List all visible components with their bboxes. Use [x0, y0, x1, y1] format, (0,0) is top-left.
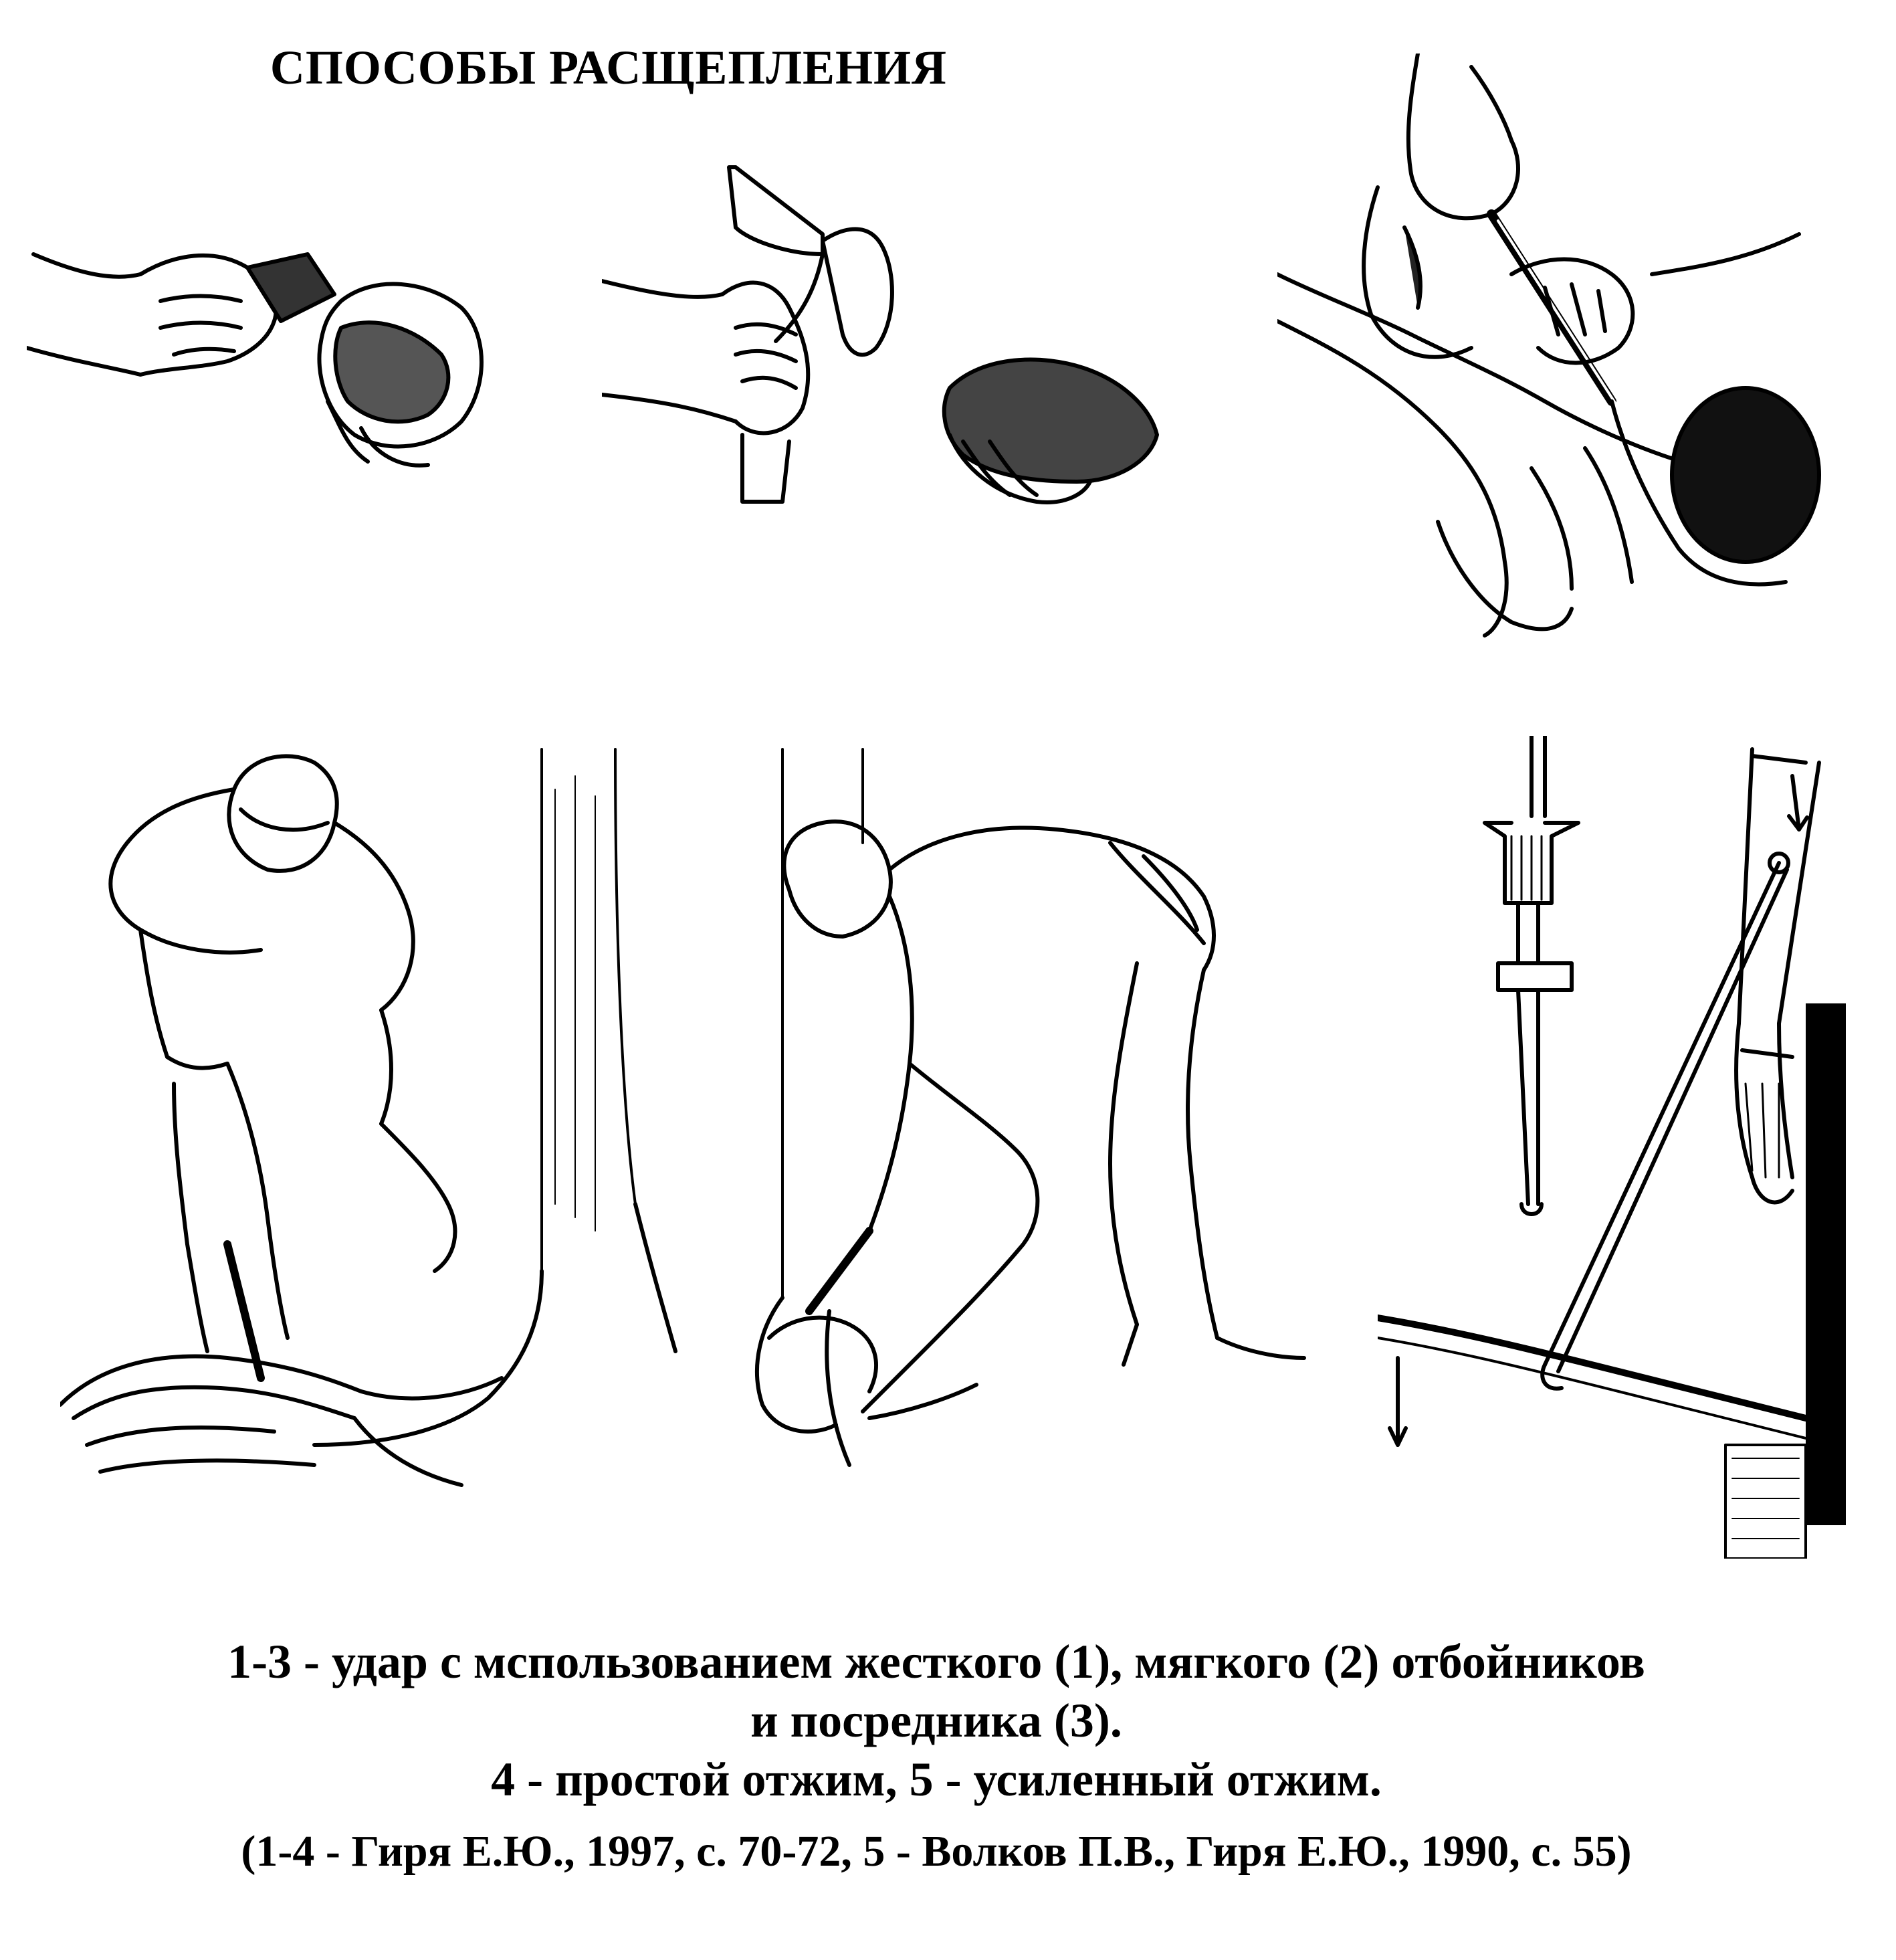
- caption-line-3: 4 - простой отжим, 5 - усиленный отжим.: [491, 1753, 1382, 1806]
- figure-title: СПОСОБЫ РАСЩЕПЛЕНИЯ: [270, 41, 948, 94]
- illustration-indirect-percussion: [1277, 54, 1826, 642]
- figure-caption: [40, 1632, 1832, 1809]
- illustration-hard-hammer-percussion: [27, 201, 495, 522]
- illustration-pressure-device-diagram: [1378, 736, 1846, 1559]
- illustration-soft-hammer-percussion: [602, 154, 1204, 528]
- caption-line-1: 1-3 - удар с мспользованием жесткого (1), мягкого (2) отбойников: [227, 1635, 1645, 1688]
- illustration-reinforced-pressure: [709, 722, 1324, 1492]
- illustration-simple-pressure: [60, 736, 682, 1512]
- caption-line-2: и посредника (3).: [750, 1694, 1122, 1747]
- source-citation: (1-4 - Гиря Е.Ю., 1997, с. 70-72, 5 - Волков П.В., Гиря Е.Ю., 1990, с. 55): [241, 1827, 1632, 1876]
